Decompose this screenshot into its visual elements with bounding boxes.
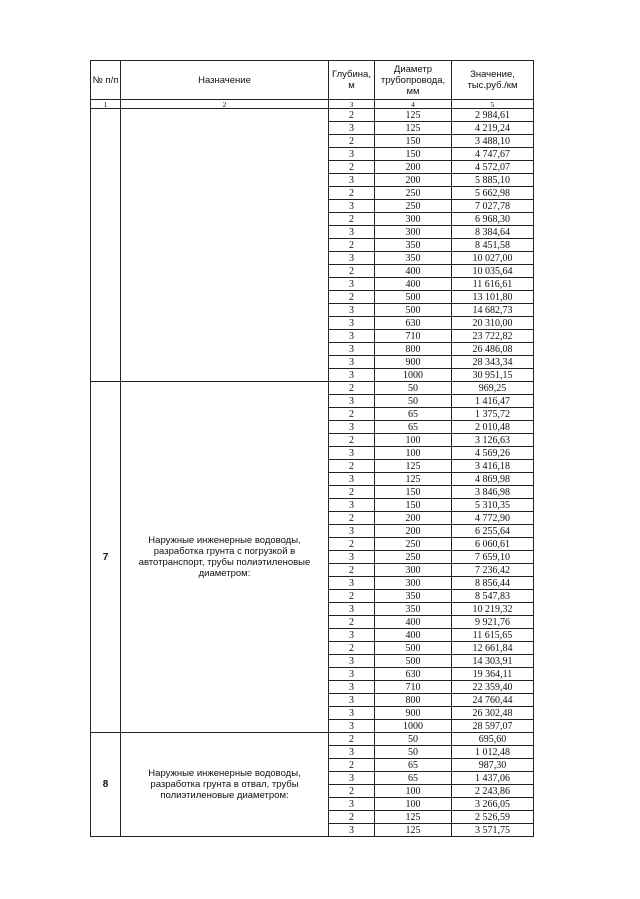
section-purpose: Наружные инженерные водоводы, разработка грунта с погрузкой в автотранспорт, трубы полиэтиленовые диаметром: xyxy=(121,382,329,733)
depth-cell: 3 xyxy=(329,694,375,707)
diameter-cell: 100 xyxy=(375,798,452,811)
diameter-cell: 65 xyxy=(375,772,452,785)
section-number xyxy=(91,109,121,382)
diameter-cell: 150 xyxy=(375,148,452,161)
header-value: Значение, тыс.руб./км xyxy=(452,61,534,100)
column-number: 2 xyxy=(121,100,329,109)
depth-cell: 3 xyxy=(329,525,375,538)
diameter-cell: 150 xyxy=(375,499,452,512)
diameter-cell: 50 xyxy=(375,395,452,408)
value-cell: 8 856,44 xyxy=(452,577,534,590)
diameter-cell: 900 xyxy=(375,707,452,720)
diameter-cell: 50 xyxy=(375,746,452,759)
value-cell: 695,60 xyxy=(452,733,534,746)
diameter-cell: 630 xyxy=(375,317,452,330)
diameter-cell: 710 xyxy=(375,330,452,343)
depth-cell: 2 xyxy=(329,785,375,798)
value-cell: 4 747,67 xyxy=(452,148,534,161)
depth-cell: 3 xyxy=(329,655,375,668)
diameter-cell: 500 xyxy=(375,642,452,655)
diameter-cell: 50 xyxy=(375,382,452,395)
value-cell: 13 101,80 xyxy=(452,291,534,304)
diameter-cell: 200 xyxy=(375,512,452,525)
depth-cell: 3 xyxy=(329,681,375,694)
diameter-cell: 150 xyxy=(375,135,452,148)
depth-cell: 3 xyxy=(329,772,375,785)
depth-cell: 2 xyxy=(329,564,375,577)
depth-cell: 3 xyxy=(329,174,375,187)
diameter-cell: 710 xyxy=(375,681,452,694)
value-cell: 1 416,47 xyxy=(452,395,534,408)
depth-cell: 3 xyxy=(329,447,375,460)
value-cell: 3 266,05 xyxy=(452,798,534,811)
depth-cell: 3 xyxy=(329,603,375,616)
diameter-cell: 200 xyxy=(375,525,452,538)
diameter-cell: 350 xyxy=(375,590,452,603)
value-cell: 26 486,08 xyxy=(452,343,534,356)
depth-cell: 2 xyxy=(329,291,375,304)
value-cell: 8 451,58 xyxy=(452,239,534,252)
table-row xyxy=(91,382,534,395)
depth-cell: 2 xyxy=(329,187,375,200)
depth-cell: 3 xyxy=(329,252,375,265)
value-cell: 24 760,44 xyxy=(452,694,534,707)
value-cell: 22 359,40 xyxy=(452,681,534,694)
depth-cell: 3 xyxy=(329,473,375,486)
depth-cell: 3 xyxy=(329,668,375,681)
value-cell: 20 310,00 xyxy=(452,317,534,330)
column-number: 3 xyxy=(329,100,375,109)
diameter-cell: 200 xyxy=(375,161,452,174)
value-cell: 5 662,98 xyxy=(452,187,534,200)
depth-cell: 3 xyxy=(329,395,375,408)
depth-cell: 3 xyxy=(329,122,375,135)
diameter-cell: 400 xyxy=(375,616,452,629)
value-cell: 3 416,18 xyxy=(452,460,534,473)
value-cell: 11 615,65 xyxy=(452,629,534,642)
depth-cell: 3 xyxy=(329,226,375,239)
depth-cell: 2 xyxy=(329,161,375,174)
depth-cell: 2 xyxy=(329,382,375,395)
value-cell: 3 846,98 xyxy=(452,486,534,499)
value-cell: 11 616,61 xyxy=(452,278,534,291)
value-cell: 2 243,86 xyxy=(452,785,534,798)
diameter-cell: 65 xyxy=(375,759,452,772)
diameter-cell: 350 xyxy=(375,252,452,265)
depth-cell: 3 xyxy=(329,200,375,213)
value-cell: 1 437,06 xyxy=(452,772,534,785)
value-cell: 10 035,64 xyxy=(452,265,534,278)
diameter-cell: 800 xyxy=(375,694,452,707)
depth-cell: 2 xyxy=(329,642,375,655)
depth-cell: 3 xyxy=(329,278,375,291)
value-cell: 969,25 xyxy=(452,382,534,395)
value-cell: 26 302,48 xyxy=(452,707,534,720)
depth-cell: 2 xyxy=(329,616,375,629)
depth-cell: 2 xyxy=(329,135,375,148)
value-cell: 2 984,61 xyxy=(452,109,534,122)
value-cell: 9 921,76 xyxy=(452,616,534,629)
value-cell: 6 968,30 xyxy=(452,213,534,226)
column-number: 1 xyxy=(91,100,121,109)
diameter-cell: 400 xyxy=(375,265,452,278)
diameter-cell: 100 xyxy=(375,447,452,460)
diameter-cell: 125 xyxy=(375,811,452,824)
depth-cell: 2 xyxy=(329,538,375,551)
value-cell: 3 488,10 xyxy=(452,135,534,148)
section-purpose xyxy=(121,109,329,382)
value-cell: 8 547,83 xyxy=(452,590,534,603)
value-cell: 2 010,48 xyxy=(452,421,534,434)
diameter-cell: 250 xyxy=(375,187,452,200)
depth-cell: 3 xyxy=(329,629,375,642)
diameter-cell: 150 xyxy=(375,486,452,499)
value-cell: 7 027,78 xyxy=(452,200,534,213)
depth-cell: 3 xyxy=(329,707,375,720)
depth-cell: 2 xyxy=(329,733,375,746)
depth-cell: 3 xyxy=(329,824,375,837)
diameter-cell: 300 xyxy=(375,213,452,226)
depth-cell: 3 xyxy=(329,421,375,434)
diameter-cell: 1000 xyxy=(375,369,452,382)
value-cell: 28 343,34 xyxy=(452,356,534,369)
diameter-cell: 125 xyxy=(375,473,452,486)
diameter-cell: 250 xyxy=(375,538,452,551)
depth-cell: 3 xyxy=(329,551,375,564)
depth-cell: 2 xyxy=(329,460,375,473)
value-cell: 2 526,59 xyxy=(452,811,534,824)
diameter-cell: 65 xyxy=(375,421,452,434)
depth-cell: 2 xyxy=(329,811,375,824)
value-cell: 5 885,10 xyxy=(452,174,534,187)
diameter-cell: 800 xyxy=(375,343,452,356)
value-cell: 7 236,42 xyxy=(452,564,534,577)
value-cell: 4 569,26 xyxy=(452,447,534,460)
section-number: 7 xyxy=(91,382,121,733)
diameter-cell: 200 xyxy=(375,174,452,187)
depth-cell: 2 xyxy=(329,265,375,278)
depth-cell: 2 xyxy=(329,759,375,772)
diameter-cell: 500 xyxy=(375,655,452,668)
diameter-cell: 125 xyxy=(375,122,452,135)
diameter-cell: 900 xyxy=(375,356,452,369)
value-cell: 4 869,98 xyxy=(452,473,534,486)
header-number: № п/п xyxy=(91,61,121,100)
depth-cell: 2 xyxy=(329,590,375,603)
value-cell: 4 219,24 xyxy=(452,122,534,135)
depth-cell: 2 xyxy=(329,512,375,525)
depth-cell: 2 xyxy=(329,408,375,421)
section-purpose: Наружные инженерные водоводы, разработка грунта в отвал, трубы полиэтиленовые диаметром: xyxy=(121,733,329,837)
depth-cell: 2 xyxy=(329,239,375,252)
value-cell: 6 255,64 xyxy=(452,525,534,538)
depth-cell: 3 xyxy=(329,356,375,369)
diameter-cell: 400 xyxy=(375,629,452,642)
value-cell: 987,30 xyxy=(452,759,534,772)
header-diameter: Диаметр трубопровода, мм xyxy=(375,61,452,100)
diameter-cell: 630 xyxy=(375,668,452,681)
depth-cell: 3 xyxy=(329,798,375,811)
diameter-cell: 500 xyxy=(375,304,452,317)
value-cell: 14 303,91 xyxy=(452,655,534,668)
column-number: 5 xyxy=(452,100,534,109)
value-cell: 30 951,15 xyxy=(452,369,534,382)
price-table xyxy=(90,60,534,837)
diameter-cell: 125 xyxy=(375,824,452,837)
depth-cell: 3 xyxy=(329,317,375,330)
value-cell: 23 722,82 xyxy=(452,330,534,343)
diameter-cell: 125 xyxy=(375,460,452,473)
diameter-cell: 65 xyxy=(375,408,452,421)
diameter-cell: 50 xyxy=(375,733,452,746)
depth-cell: 2 xyxy=(329,486,375,499)
diameter-cell: 100 xyxy=(375,785,452,798)
value-cell: 28 597,07 xyxy=(452,720,534,733)
diameter-cell: 250 xyxy=(375,551,452,564)
value-cell: 1 375,72 xyxy=(452,408,534,421)
depth-cell: 3 xyxy=(329,720,375,733)
diameter-cell: 125 xyxy=(375,109,452,122)
value-cell: 3 126,63 xyxy=(452,434,534,447)
depth-cell: 2 xyxy=(329,213,375,226)
diameter-cell: 400 xyxy=(375,278,452,291)
value-cell: 8 384,64 xyxy=(452,226,534,239)
value-cell: 7 659,10 xyxy=(452,551,534,564)
depth-cell: 3 xyxy=(329,746,375,759)
depth-cell: 3 xyxy=(329,304,375,317)
diameter-cell: 300 xyxy=(375,564,452,577)
header-purpose: Назначение xyxy=(121,61,329,100)
depth-cell: 3 xyxy=(329,343,375,356)
depth-cell: 3 xyxy=(329,577,375,590)
table-body xyxy=(91,109,534,837)
header-depth: Глубина, м xyxy=(329,61,375,100)
value-cell: 6 060,61 xyxy=(452,538,534,551)
depth-cell: 3 xyxy=(329,369,375,382)
diameter-cell: 350 xyxy=(375,239,452,252)
diameter-cell: 250 xyxy=(375,200,452,213)
value-cell: 4 772,90 xyxy=(452,512,534,525)
value-cell: 12 661,84 xyxy=(452,642,534,655)
diameter-cell: 1000 xyxy=(375,720,452,733)
depth-cell: 2 xyxy=(329,434,375,447)
depth-cell: 3 xyxy=(329,148,375,161)
diameter-cell: 350 xyxy=(375,603,452,616)
depth-cell: 2 xyxy=(329,109,375,122)
table-row xyxy=(91,109,534,122)
column-number: 4 xyxy=(375,100,452,109)
depth-cell: 3 xyxy=(329,330,375,343)
value-cell: 1 012,48 xyxy=(452,746,534,759)
header-row xyxy=(91,61,534,100)
value-cell: 4 572,07 xyxy=(452,161,534,174)
value-cell: 19 364,11 xyxy=(452,668,534,681)
diameter-cell: 300 xyxy=(375,577,452,590)
table-row xyxy=(91,733,534,746)
diameter-cell: 300 xyxy=(375,226,452,239)
diameter-cell: 500 xyxy=(375,291,452,304)
diameter-cell: 100 xyxy=(375,434,452,447)
section-number: 8 xyxy=(91,733,121,837)
value-cell: 14 682,73 xyxy=(452,304,534,317)
depth-cell: 3 xyxy=(329,499,375,512)
value-cell: 3 571,75 xyxy=(452,824,534,837)
column-number-row xyxy=(91,100,534,109)
value-cell: 5 310,35 xyxy=(452,499,534,512)
value-cell: 10 219,32 xyxy=(452,603,534,616)
value-cell: 10 027,00 xyxy=(452,252,534,265)
